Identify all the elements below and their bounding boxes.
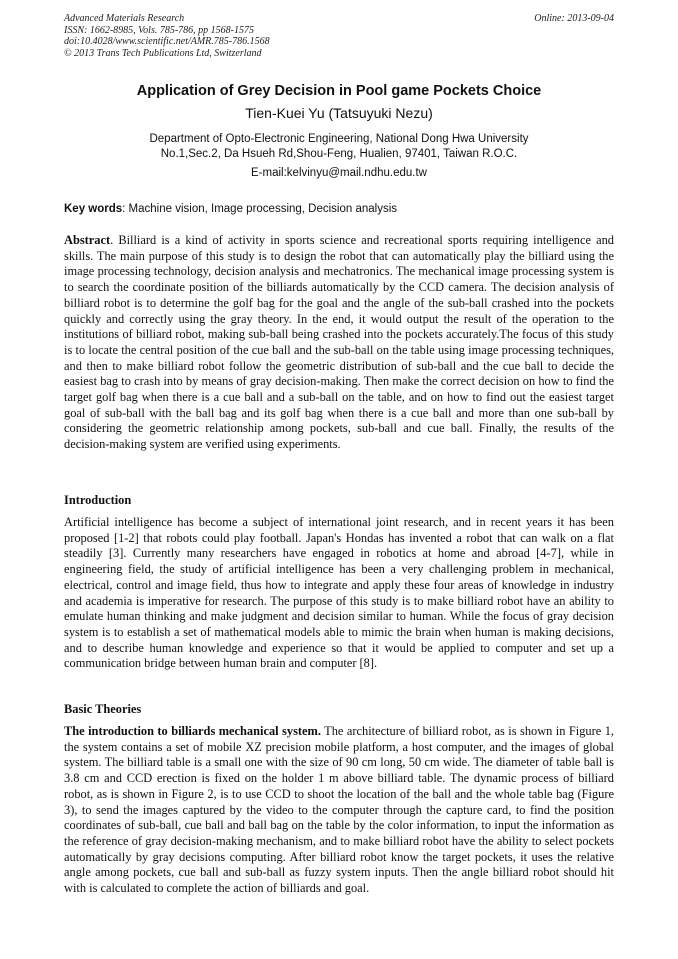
introduction-heading: Introduction [64, 493, 132, 507]
basic-theories-lead: The introduction to billiards mechanical system. [64, 724, 321, 738]
affiliation-line-1: Department of Opto-Electronic Engineering, National Dong Hwa University [149, 133, 529, 145]
author-line: Tien-Kuei Yu (Tatsuyuki Nezu) [245, 105, 433, 121]
basic-theories-heading: Basic Theories [64, 702, 142, 716]
paper-title: Application of Grey Decision in Pool game Pockets Choice [136, 83, 542, 99]
affiliation-line-2: No.1,Sec.2, Da Hsueh Rd,Shou-Feng, Hualien, 97401, Taiwan R.O.C. [160, 148, 518, 160]
author-email: E-mail:kelvinyu@mail.ndhu.edu.tw [251, 167, 427, 179]
issn-line: ISSN: 1662-8985, Vols. 785-786, pp 1568-1575 [64, 24, 254, 36]
copyright-line: © 2013 Trans Tech Publications Ltd, Switzerland [64, 47, 262, 59]
doi-line: doi:10.4028/www.scientific.net/AMR.785-786.1568 [64, 36, 270, 47]
journal-header [64, 13, 270, 59]
basic-theories-text: The architecture of billiard robot, as is shown in Figure 1, the system contains a set of mobile XZ precision mobile platform, a host computer, and the images of global system. The billiard table is a small one with the size of 90 cm long, 50 cm wide. The diameter of table ball is 3.8 cm and CCD erection is fixed on the holder 1 m above billiard table. The dynamic process of billiard robot, as is shown in Figure 2, is to use CCD to shoot the location of the ball and the whole table bag (Figure 3), to send the images captured by the video to the computer through the capture card, to find the position coordinates of sub-ball, cue ball and ball bag on the table by the color information, to input the information as the reference of gray decision-making mechanism, and to make billiard robot have the ability to select pockets automatically by gray decisions computing. After billiard robot know the target pockets, it uses the relative angle among pockets, cue ball and sub-ball as fuzzy system inputs. Then the angle billiard robot should hit with is calculated to complete the action of billiards and goal. [64, 724, 614, 896]
basic-theories-paragraph [64, 724, 614, 897]
keywords-label: Key words [64, 203, 123, 215]
online-date: Online: 2013-09-04 [534, 13, 614, 24]
keywords-text: : Machine vision, Image processing, Decision analysis [122, 203, 398, 215]
abstract-text: . Billiard is a kind of activity in sports science and recreational sports requiring intelligence and skills. The main purpose of this study is to design the robot that can automatically play the billiard using the image processing technology, decision analysis and mechatronics. The mechanical image processing system is to search the coordinate position of the billiards automatically by the CCD camera. The decision analysis of billiard robot is to determine the golf bag for the goal and the angle of the sub-ball crashed into the pockets quickly and correctly using the gray theory. In the end, it would output the result of the operation to the institutions of billiard robot, making sub-ball being crashed into the pockets accurately.The focus of this study is to locate the central position of the cue ball and the sub-ball on the table using image processing techniques, and then to make billiard robot follow the geometric distribution of sub-ball and the cue ball to decide the easiest bag to crash into by means of gray decision-making. Then make the correct decision on how to find the target golf bag when there is a cue ball and a sub-ball on the table, and on how to find out the easiest target goal of sub-ball with the ball bag and its golf bag when there is a cue ball and more than one sub-ball by considering the geometric relationship among pockets, sub-ball and cue ball. Finally, the results of the decision-making system are verified using experiments. [64, 233, 614, 452]
keywords [64, 203, 614, 215]
introduction-paragraph: Artificial intelligence has become a subject of international joint research, and in recent years it has been proposed [1-2] that robots could play football. Japan's Hondas has invented a robot that can walk on a flat steadily [3]. Currently many researchers have engaged in robotics at home and abroad [4-7], while in engineering field, the study of artificial intelligence has been a very challenging problem in mechanical, electrical, control and image field, thus how to integrate and apply these four areas of knowledge in industry and academia is imperative for research. The purpose of this study is to make billiard robot have an ability to emulate human thinking and make judgment and decision similar to human. While the focus of gray decision system is to establish a set of mathematical models able to mimic the brain when human is making decisions, and to describe human knowledge and experience so that it would be applied to computer and set up a communication bridge between human brain and computer [8]. [64, 515, 614, 671]
abstract-label: Abstract [64, 233, 111, 247]
abstract [64, 233, 614, 453]
affiliation [0, 132, 678, 162]
journal-name: Advanced Materials Research [64, 13, 185, 24]
